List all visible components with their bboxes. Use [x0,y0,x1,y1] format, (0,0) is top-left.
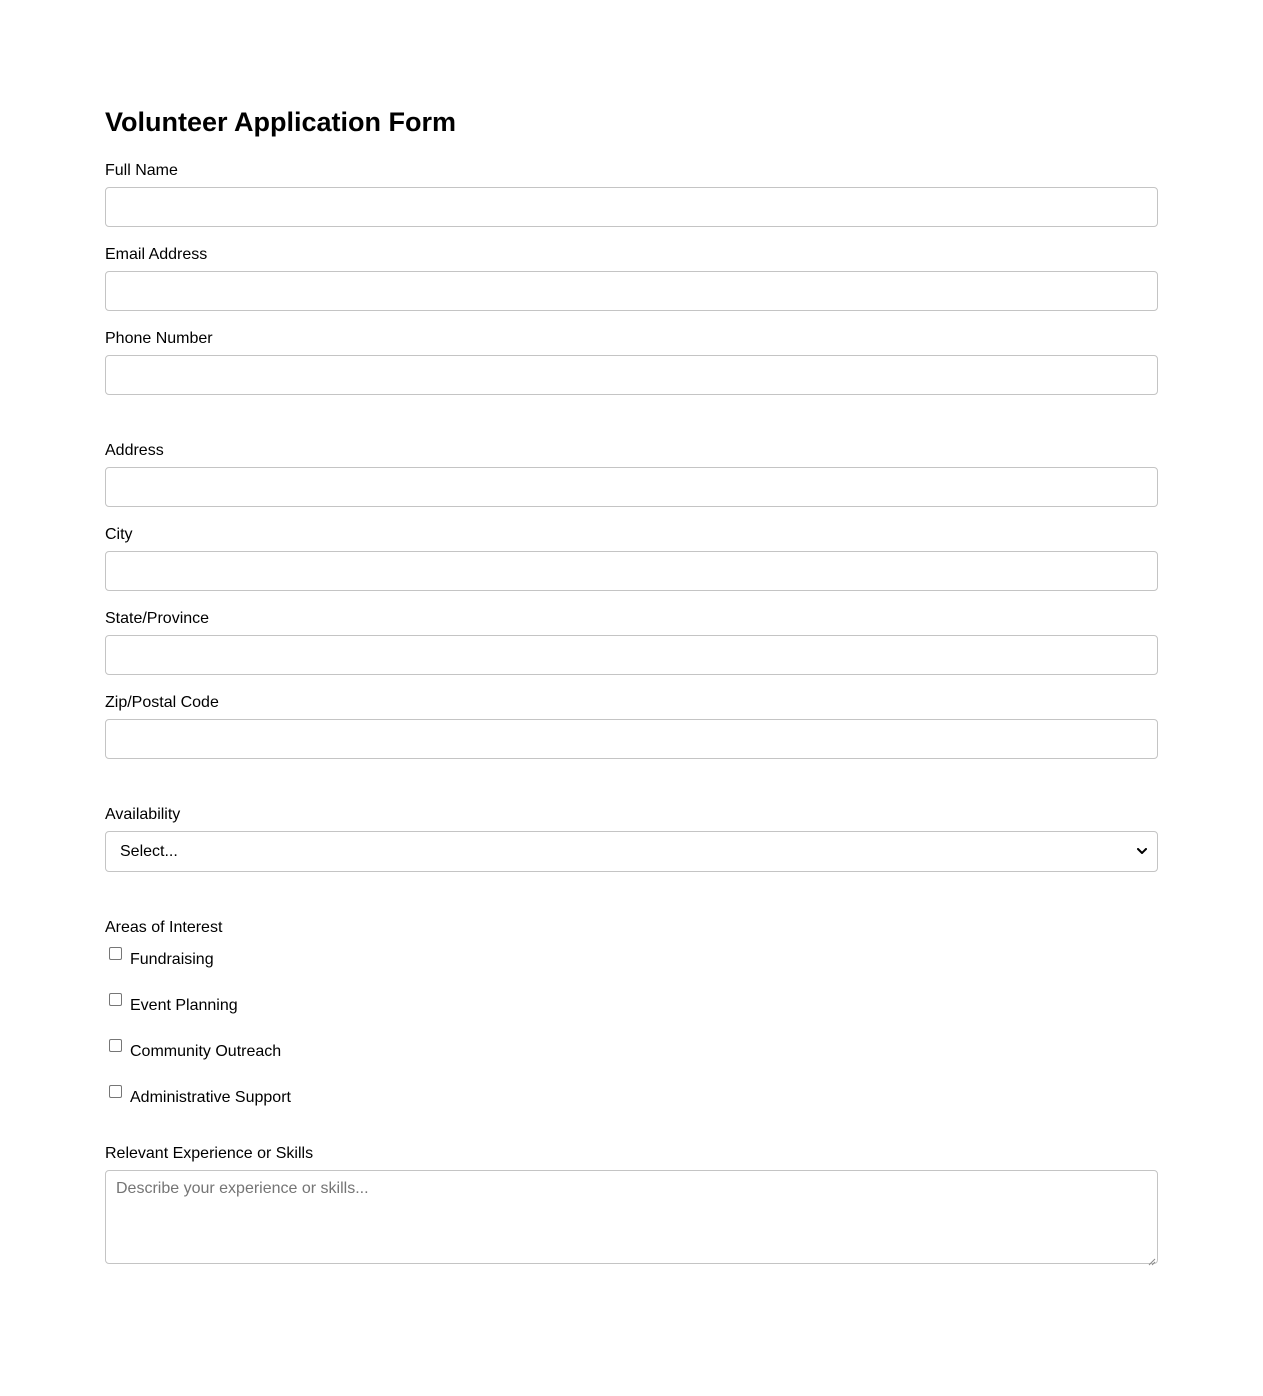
full-name-label: Full Name [105,162,178,179]
zip-label: Zip/Postal Code [105,694,219,711]
experience-textarea[interactable] [105,1170,1158,1264]
interest-option-administrative-support[interactable] [105,1084,291,1108]
experience-label: Relevant Experience or Skills [105,1145,314,1162]
zip-input[interactable] [105,719,1158,759]
fundraising-checkbox[interactable] [109,947,122,960]
interests-label: Areas of Interest [105,919,223,936]
fundraising-label: Fundraising [130,951,214,968]
resize-grip-icon[interactable] [1147,1253,1156,1262]
full-name-input[interactable] [105,187,1158,227]
city-input[interactable] [105,551,1158,591]
availability-select[interactable] [105,831,1158,872]
interest-option-community-outreach[interactable] [105,1038,281,1062]
interest-option-fundraising[interactable] [105,946,214,970]
phone-label: Phone Number [105,330,213,347]
city-label: City [105,526,133,543]
phone-input[interactable] [105,355,1158,395]
availability-label: Availability [105,806,181,823]
experience-textarea-wrapper [105,1170,1158,1264]
administrative-support-checkbox[interactable] [109,1085,122,1098]
event-planning-label: Event Planning [130,997,238,1014]
community-outreach-label: Community Outreach [130,1043,282,1060]
event-planning-checkbox[interactable] [109,993,122,1006]
community-outreach-checkbox[interactable] [109,1039,122,1052]
administrative-support-label: Administrative Support [130,1089,291,1106]
state-input[interactable] [105,635,1158,675]
state-label: State/Province [105,610,210,627]
email-label: Email Address [105,246,208,263]
chevron-down-icon [1135,845,1149,859]
availability-selected-value: Select... [120,842,178,860]
address-label: Address [105,442,164,459]
email-input[interactable] [105,271,1158,311]
interest-option-event-planning[interactable] [105,992,238,1016]
address-input[interactable] [105,467,1158,507]
page-title: Volunteer Application Form [105,107,457,137]
